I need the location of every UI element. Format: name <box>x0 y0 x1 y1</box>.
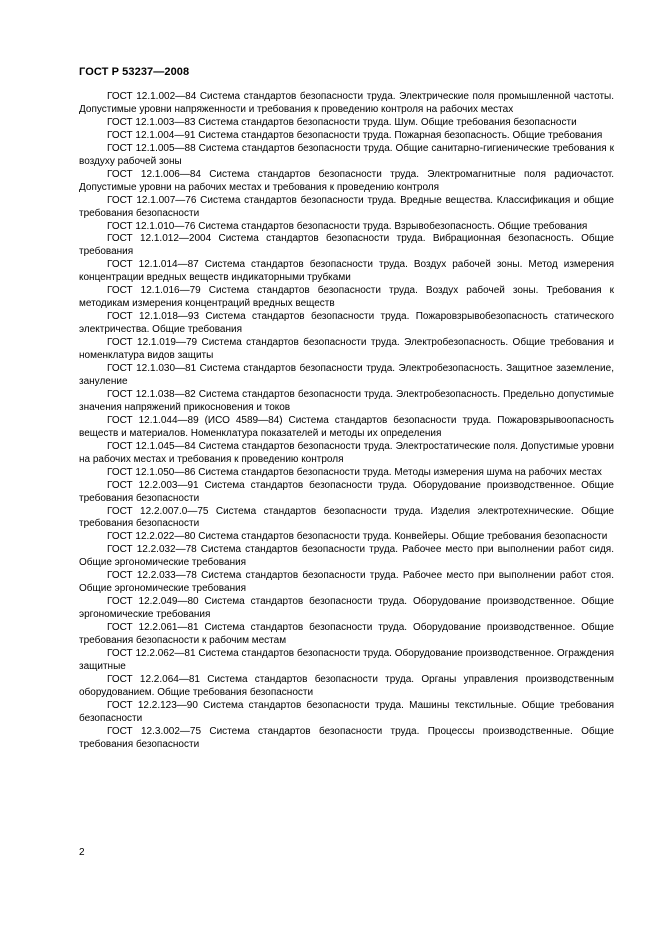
reference-entry: ГОСТ 12.1.002—84 Система стандартов безопасности труда. Электрические поля промышленной частоты. Допустимые уровни напряженности и требования к проведению контроля на рабочих местах <box>79 91 614 115</box>
reference-entry: ГОСТ 12.1.045—84 Система стандартов безопасности труда. Электростатические поля. Допустимые уровни на рабочих местах и требования к проведению контроля <box>79 440 614 465</box>
reference-entry: ГОСТ 12.1.007—76 Система стандартов безопасности труда. Вредные вещества. Классификация и общие требования безопасности <box>79 194 614 219</box>
reference-entry: ГОСТ 12.2.007.0—75 Система стандартов безопасности труда. Изделия электротехнические. Общие требования безопасности <box>79 505 614 530</box>
reference-entry: ГОСТ 12.2.049—80 Система стандартов безопасности труда. Оборудование производственное. Общие эргономические требования <box>79 596 614 621</box>
reference-entry: ГОСТ 12.1.005—88 Система стандартов безопасности труда. Общие санитарно-гигиенические требования к воздуху рабочей зоны <box>79 142 614 167</box>
reference-entry: ГОСТ 12.1.010—76 Система стандартов безопасности труда. Взрывобезопасность. Общие требования <box>107 220 588 232</box>
reference-entry: ГОСТ 12.1.016—79 Система стандартов безопасности труда. Воздух рабочей зоны. Требования к методикам измерения концентраций вредных веществ <box>79 285 614 310</box>
page-number: 2 <box>79 847 85 858</box>
reference-entry: ГОСТ 12.2.123—90 Система стандартов безопасности труда. Машины текстильные. Общие требования безопасности <box>79 699 614 724</box>
reference-entry: ГОСТ 12.1.006—84 Система стандартов безопасности труда. Электромагнитные поля радиочастот. Допустимые уровни на рабочих местах и требования к проведению контроля <box>79 168 614 193</box>
reference-entry: ГОСТ 12.1.004—91 Система стандартов безопасности труда. Пожарная безопасность. Общие требования <box>107 129 603 141</box>
reference-entry: ГОСТ 12.1.003—83 Система стандартов безопасности труда. Шум. Общие требования безопасности <box>107 116 577 128</box>
reference-entry: ГОСТ 12.2.032—78 Система стандартов безопасности труда. Рабочее место при выполнении работ сидя. Общие эргономические требования <box>79 544 614 569</box>
reference-entry: ГОСТ 12.3.002—75 Система стандартов безопасности труда. Процессы производственные. Общие требования безопасности <box>79 725 614 750</box>
reference-entry: ГОСТ 12.1.038—82 Система стандартов безопасности труда. Электробезопасность. Предельно допустимые значения напряжений прикосновения и токов <box>79 388 614 413</box>
document-header: ГОСТ Р 53237—2008 <box>79 66 190 78</box>
reference-entry: ГОСТ 12.2.061—81 Система стандартов безопасности труда. Оборудование производственное. Общие требования безопасности к рабочим местам <box>79 622 614 647</box>
reference-entry: ГОСТ 12.1.030—81 Система стандартов безопасности труда. Электробезопасность. Защитное заземление, зануление <box>79 363 614 387</box>
reference-entry: ГОСТ 12.2.022—80 Система стандартов безопасности труда. Конвейеры. Общие требования безопасности <box>107 531 608 543</box>
reference-entry: ГОСТ 12.2.003—91 Система стандартов безопасности труда. Оборудование производственное. Общие требования безопасности <box>79 479 614 504</box>
reference-entry: ГОСТ 12.1.019—79 Система стандартов безопасности труда. Электробезопасность. Общие требования и номенклатура видов защиты <box>79 337 614 362</box>
reference-entry: ГОСТ 12.1.050—86 Система стандартов безопасности труда. Методы измерения шума на рабочих местах <box>107 466 602 478</box>
reference-entry: ГОСТ 12.2.033—78 Система стандартов безопасности труда. Рабочее место при выполнении работ стоя. Общие эргономические требования <box>79 570 614 595</box>
reference-entry: ГОСТ 12.1.018—93 Система стандартов безопасности труда. Пожаровзрывобезопасность статического электричества. Общие требования <box>79 311 614 336</box>
reference-entry: ГОСТ 12.2.064—81 Система стандартов безопасности труда. Органы управления производственным оборудованием. Общие требования безопасности <box>79 673 614 698</box>
reference-entry: ГОСТ 12.1.012—2004 Система стандартов безопасности труда. Вибрационная безопасность. Общие требования <box>79 233 614 258</box>
reference-list <box>79 91 614 752</box>
reference-entry: ГОСТ 12.1.044—89 (ИСО 4589—84) Система стандартов безопасности труда. Пожаровзрывоопасность веществ и материалов. Номенклатура показателей и методы их определения <box>79 414 614 439</box>
reference-entry: ГОСТ 12.2.062—81 Система стандартов безопасности труда. Оборудование производственное. Ограждения защитные <box>79 647 614 672</box>
reference-entry: ГОСТ 12.1.014—87 Система стандартов безопасности труда. Воздух рабочей зоны. Метод измерения концентрации вредных веществ индикаторными трубками <box>79 259 614 284</box>
